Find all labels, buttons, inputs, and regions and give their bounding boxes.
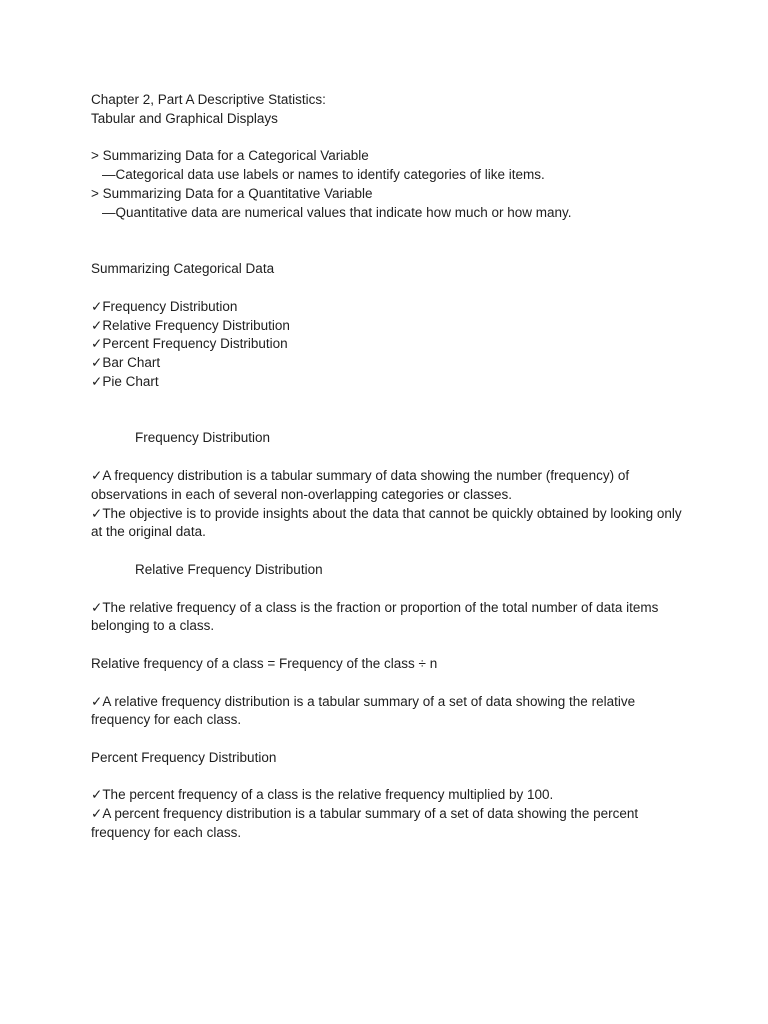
checklist-item-label: Relative Frequency Distribution: [102, 317, 290, 333]
percent-frequency-heading: Percent Frequency Distribution: [91, 749, 277, 765]
summarizing-checklist: [91, 298, 691, 392]
checkmark-icon: ✓: [91, 599, 103, 615]
categorical-variable-description: —Categorical data use labels or names to identify categories of like items.: [102, 167, 545, 183]
frequency-point-text: The objective is to provide insights about the data that cannot be quickly obtained by looking only at the original data.: [91, 505, 682, 540]
spacer: [91, 768, 691, 787]
checkmark-icon: ✓: [91, 787, 103, 803]
checkmark-icon: ✓: [91, 317, 103, 333]
checkmark-icon: ✓: [91, 298, 103, 314]
relative-point-text: A relative frequency distribution is a tabular summary of a set of data showing the relative frequency for each class.: [91, 693, 636, 728]
chapter-title-line2: Tabular and Graphical Displays: [91, 110, 278, 126]
spacer: [91, 279, 691, 298]
checklist-item: [91, 354, 691, 373]
frequency-point: [91, 467, 691, 505]
checkmark-icon: ✓: [91, 467, 103, 483]
quantitative-variable-heading: > Summarizing Data for a Quantitative Variable: [91, 185, 373, 201]
checkmark-icon: ✓: [91, 693, 103, 709]
relative-point-text: The relative frequency of a class is the fraction or proportion of the total number of data items belonging to a class.: [91, 599, 659, 634]
checklist-item: [91, 335, 691, 354]
percent-point-text: A percent frequency distribution is a tabular summary of a set of data showing the percent frequency for each class.: [91, 806, 639, 841]
spacer: [91, 542, 691, 561]
relative-frequency-formula: Relative frequency of a class = Frequency of the class ÷ n: [91, 655, 438, 671]
relative-point: [91, 693, 691, 731]
checklist-item-label: Percent Frequency Distribution: [102, 336, 288, 352]
document-page: [91, 91, 691, 843]
spacer: [91, 129, 691, 148]
frequency-distribution-heading: Frequency Distribution: [135, 430, 271, 446]
percent-point: [91, 786, 691, 805]
checkmark-icon: ✓: [91, 336, 103, 352]
checklist-item-label: Bar Chart: [102, 355, 161, 371]
summarizing-categorical-heading: Summarizing Categorical Data: [91, 261, 275, 277]
relative-point: [91, 599, 691, 637]
spacer: [91, 448, 691, 467]
percent-point: [91, 805, 691, 843]
checklist-item-label: Frequency Distribution: [102, 298, 238, 314]
checkmark-icon: ✓: [91, 806, 103, 822]
checkmark-icon: ✓: [91, 505, 103, 521]
quantitative-variable-description: —Quantitative data are numerical values that indicate how much or how many.: [102, 204, 572, 220]
frequency-point-text: A frequency distribution is a tabular summary of data showing the number (frequency) of observations in each of several non-overlapping categories or classes.: [91, 467, 630, 502]
percent-point-text: The percent frequency of a class is the relative frequency multiplied by 100.: [102, 787, 554, 803]
checklist-item: [91, 298, 691, 317]
chapter-title-line1: Chapter 2, Part A Descriptive Statistics:: [91, 92, 326, 107]
relative-frequency-heading: Relative Frequency Distribution: [135, 561, 323, 577]
spacer: [91, 674, 691, 693]
checklist-item-label: Pie Chart: [102, 373, 159, 389]
checklist-item: [91, 373, 691, 392]
spacer: [91, 636, 691, 655]
checkmark-icon: ✓: [91, 373, 103, 389]
checklist-item: [91, 317, 691, 336]
spacer: [91, 580, 691, 599]
spacer: [91, 223, 691, 261]
categorical-variable-heading: > Summarizing Data for a Categorical Variable: [91, 148, 369, 164]
spacer: [91, 392, 691, 430]
spacer: [91, 730, 691, 749]
checkmark-icon: ✓: [91, 355, 103, 371]
frequency-point: [91, 505, 691, 543]
